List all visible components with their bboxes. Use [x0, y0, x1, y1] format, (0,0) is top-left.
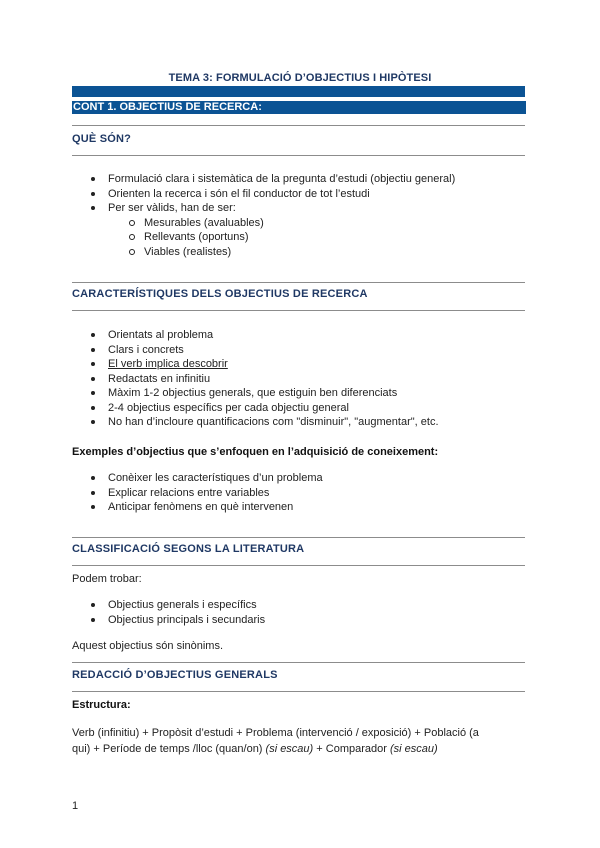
divider — [72, 565, 525, 566]
list-item: Per ser vàlids, han de ser: — [72, 201, 528, 216]
classificacio-intro: Podem trobar: — [72, 573, 142, 585]
classificacio-list — [72, 598, 528, 627]
formula-line-1: Verb (infinitiu) + Propòsit d’estudi + Problema (intervenció / exposició) + Població (a — [72, 727, 479, 739]
formula-optional: (si escau) — [389, 743, 438, 755]
document-title: TEMA 3: FORMULACIÓ D’OBJECTIUS I HIPÒTESI — [168, 72, 432, 84]
list-item — [72, 357, 528, 372]
formula-line-2 — [72, 741, 528, 757]
list-item: 2-4 objectius específics per cada objectiu general — [72, 401, 528, 416]
structure-label: Estructura: — [72, 699, 131, 711]
list-item: Objectius generals i específics — [72, 598, 528, 613]
divider — [72, 662, 525, 663]
divider — [72, 125, 525, 126]
list-item: Orienten la recerca i són el fil conductor de tot l’estudi — [72, 187, 528, 202]
divider — [72, 691, 525, 692]
examples-list — [72, 471, 528, 515]
list-item: Clars i concrets — [72, 343, 528, 358]
classificacio-note: Aquest objectius són sinònims. — [72, 640, 224, 652]
underlined-text: El verb implica descobrir — [108, 358, 228, 370]
heading-caracteristiques: CARACTERÍSTIQUES DELS OBJECTIUS DE RECERCA — [72, 288, 368, 300]
list-item: Explicar relacions entre variables — [72, 486, 528, 501]
page-number: 1 — [72, 800, 79, 812]
list-item: No han d’incloure quantificacions com "disminuir", "augmentar", etc. — [72, 415, 528, 430]
structure-formula — [72, 725, 528, 757]
section-header: CONT 1. OBJECTIUS DE RECERCA: — [72, 101, 526, 114]
title-bar — [72, 86, 525, 97]
caracteristiques-list — [72, 328, 528, 430]
divider — [72, 537, 525, 538]
formula-optional: (si escau) — [265, 743, 314, 755]
divider — [72, 282, 525, 283]
sub-list-item: Mesurables (avaluables) — [72, 216, 528, 231]
divider — [72, 155, 525, 156]
heading-que-son: QUÈ SÓN? — [72, 133, 132, 145]
formula-text: + Comparador — [313, 743, 390, 755]
sub-list-item: Viables (realistes) — [72, 245, 528, 260]
heading-classificacio: CLASSIFICACIÓ SEGONS LA LITERATURA — [72, 543, 305, 555]
que-son-list — [72, 172, 528, 259]
examples-label: Exemples d’objectius que s’enfoquen en l’adquisició de coneixement: — [72, 446, 439, 458]
list-item: Formulació clara i sistemàtica de la pregunta d’estudi (objectiu general) — [72, 172, 528, 187]
list-item: Orientats al problema — [72, 328, 528, 343]
divider — [72, 310, 525, 311]
heading-redaccio: REDACCIÓ D’OBJECTIUS GENERALS — [72, 669, 278, 681]
formula-text: qui) + Període de temps /lloc (quan/on) — [72, 743, 266, 755]
list-item: Redactats en infinitiu — [72, 372, 528, 387]
list-item: Màxim 1-2 objectius generals, que estiguin ben diferenciats — [72, 386, 528, 401]
sub-list-item: Rellevants (oportuns) — [72, 230, 528, 245]
list-item: Conèixer les característiques d’un problema — [72, 471, 528, 486]
list-item: Objectius principals i secundaris — [72, 613, 528, 628]
list-item: Anticipar fenòmens en què intervenen — [72, 500, 528, 515]
